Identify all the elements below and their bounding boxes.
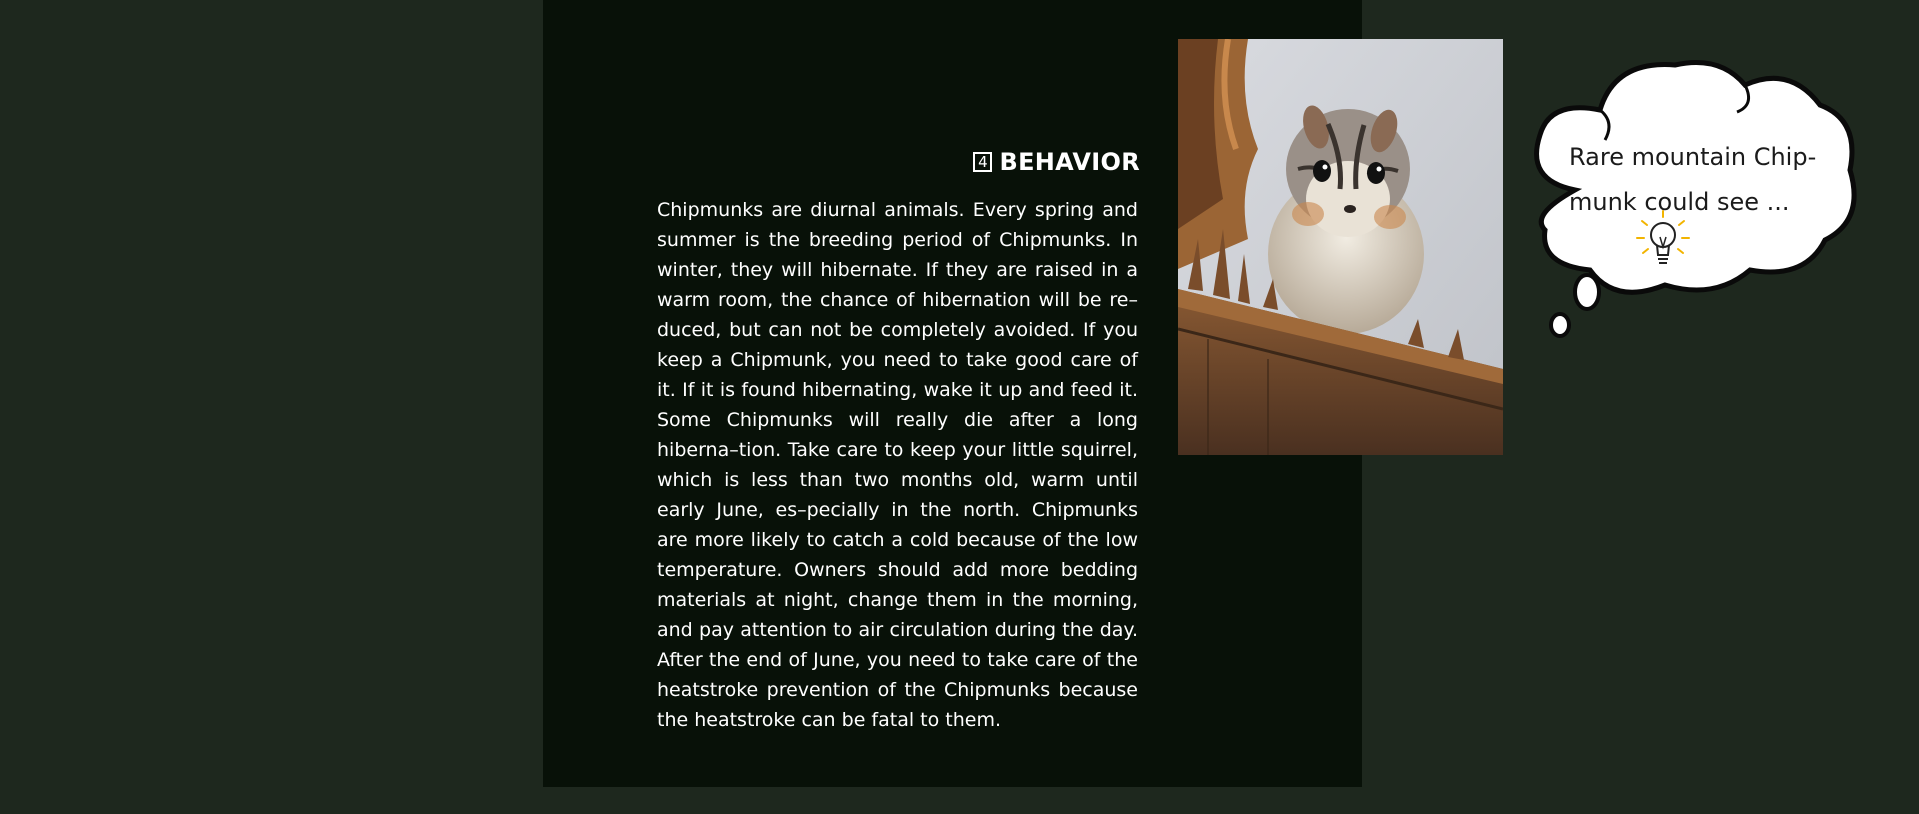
section-title: BEHAVIOR (999, 148, 1140, 176)
section-heading (973, 148, 1140, 176)
chipmunk-photo (1178, 39, 1503, 455)
body-paragraph: Chipmunks are diurnal animals. Every spring and summer is the breeding period of Chipmunks. In winter, they will hibernate. If they are raised in a warm room, the chance of hibernation will be re–duced, but can not be completely avoided. If you keep a Chipmunk, you need to take good care of it. If it is found hibernating, wake it up and feed it. Some Chipmunks will really die after a long hiberna–tion. Take care to keep your little squirrel, which is less than two months old, warm until early June, es–pecially in the north. Chipmunks are more likely to catch a cold because of the low temperature. Owners should add more bedding materials at night, change them in the morning, and pay attention to air circulation during the day. After the end of June, you need to take care of the heatstroke prevention of the Chipmunks because the heatstroke can be fatal to them. (657, 199, 1138, 731)
bubble-text: Rare mountain Chip-munk could see ... (1569, 143, 1817, 216)
section-number-box: 4 (973, 152, 992, 172)
